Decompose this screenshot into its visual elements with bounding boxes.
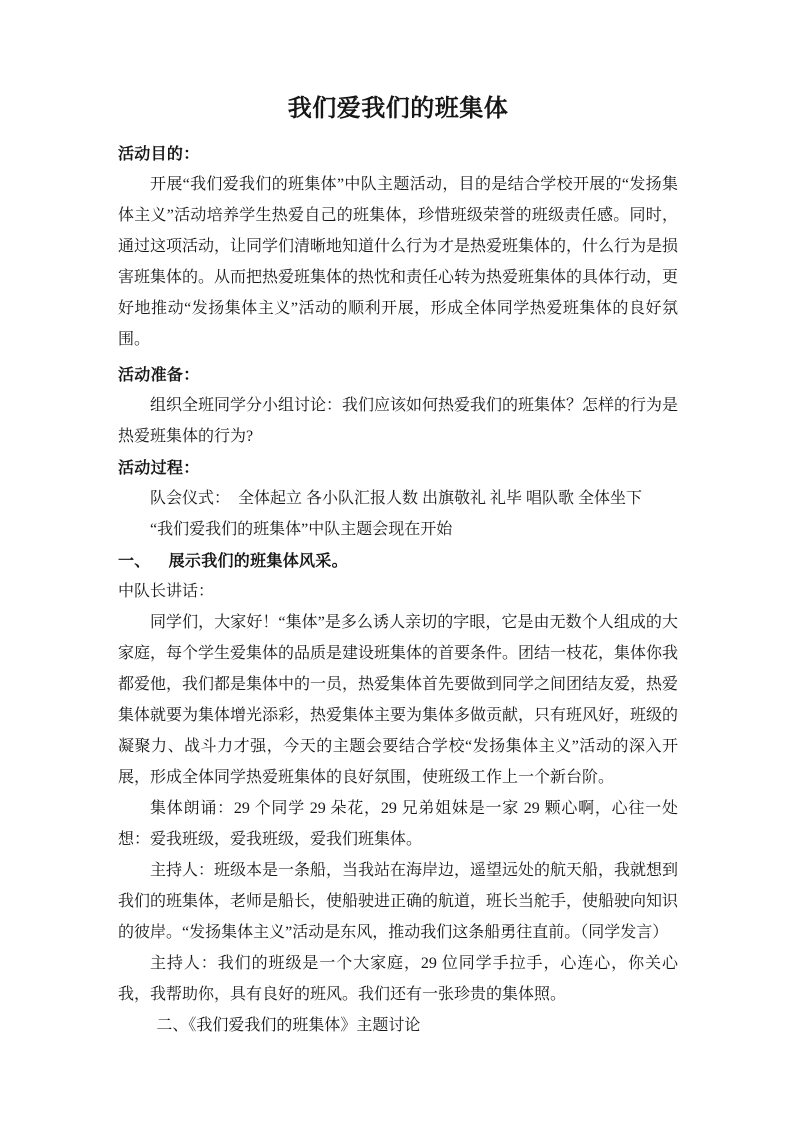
paragraph-ceremony: 队会仪式： 全体起立 各小队汇报人数 出旗敬礼 礼毕 唱队歌 全体坐下 [150,490,643,507]
paragraph-group-recitation: 集体朗诵：29 个同学 29 朵花，29 兄弟姐妹是一家 29 颗心啊，心往一处想：爱我班级，爱我班级，爱我们班集体。 [118,800,678,848]
paragraph-host-speech-1: 主持人：班级本是一条船，当我站在海岸边，遥望远处的航天船，我就想到我们的班集体，老师是船长，使船驶进正确的航道，班长当舵手，使船驶向知识的彼岸。“发扬集体主义”活动是东风，推动我们这条船勇往直前。（同学发言） [118,862,679,941]
paragraph-squad-leader-speech-label: 中队长讲话： [118,583,215,600]
section-heading-part-one [118,545,678,576]
section-heading-part-two: 二、《我们爱我们的班集体》主题讨论 [156,1017,421,1034]
section-heading-activity-process: 活动过程： [118,458,200,477]
section-heading-activity-purpose: 活动目的： [118,144,200,163]
paragraph-host-speech-2: 主持人：我们的班级是一个大家庭，29 位同学手拉手，心连心，你关心我，我帮助你，具有良好的班风。我们还有一张珍贵的集体照。 [118,955,678,1003]
list-number-marker: 一、 [118,551,151,570]
paragraph-squad-leader-speech: 同学们，大家好！“集体”是多么诱人亲切的字眼，它是由无数个人组成的大家庭，每个学生爱集体的品质是建设班集体的首要条件。团结一枝花，集体你我都爱他，我们都是集体中的一员，热爱集体首先要做到同学之间团结友爱，热爱集体就要为集体增光添彩，热爱集体主要为集体多做贡献，只有班风好，班级的凝聚力、战斗力才强，今天的主题会要结合学校“发扬集体主义”活动的深入开展，形成全体同学热爱班集体的良好氛围，使班级工作上一个新台阶。 [118,614,679,786]
paragraph-meeting-start: “我们爱我们的班集体”中队主题会现在开始 [150,521,453,538]
paragraph-activity-purpose: 开展“我们爱我们的班集体”中队主题活动，目的是结合学校开展的“发扬集体主义”活动培养学生热爱自己的班集体，珍惜班级荣誉的班级责任感。同时，通过这项活动，让同学们清晰地知道什么行为才是热爱班集体的，什么行为是损害班集体的。从而把热爱班集体的热忱和责任心转为热爱班集体的具体行动，更好地推动“发扬集体主义”活动的顺利开展，形成全体同学热爱班集体的良好氛围。 [118,176,679,348]
paragraph-activity-preparation: 组织全班同学分小组讨论：我们应该如何热爱我们的班集体？怎样的行为是热爱班集体的行为? [118,397,679,445]
section-heading-activity-preparation: 活动准备： [118,365,200,384]
section-heading-part-one-label: 展示我们的班集体风采。 [168,551,348,570]
document-title: 我们爱我们的班集体 [287,94,509,122]
